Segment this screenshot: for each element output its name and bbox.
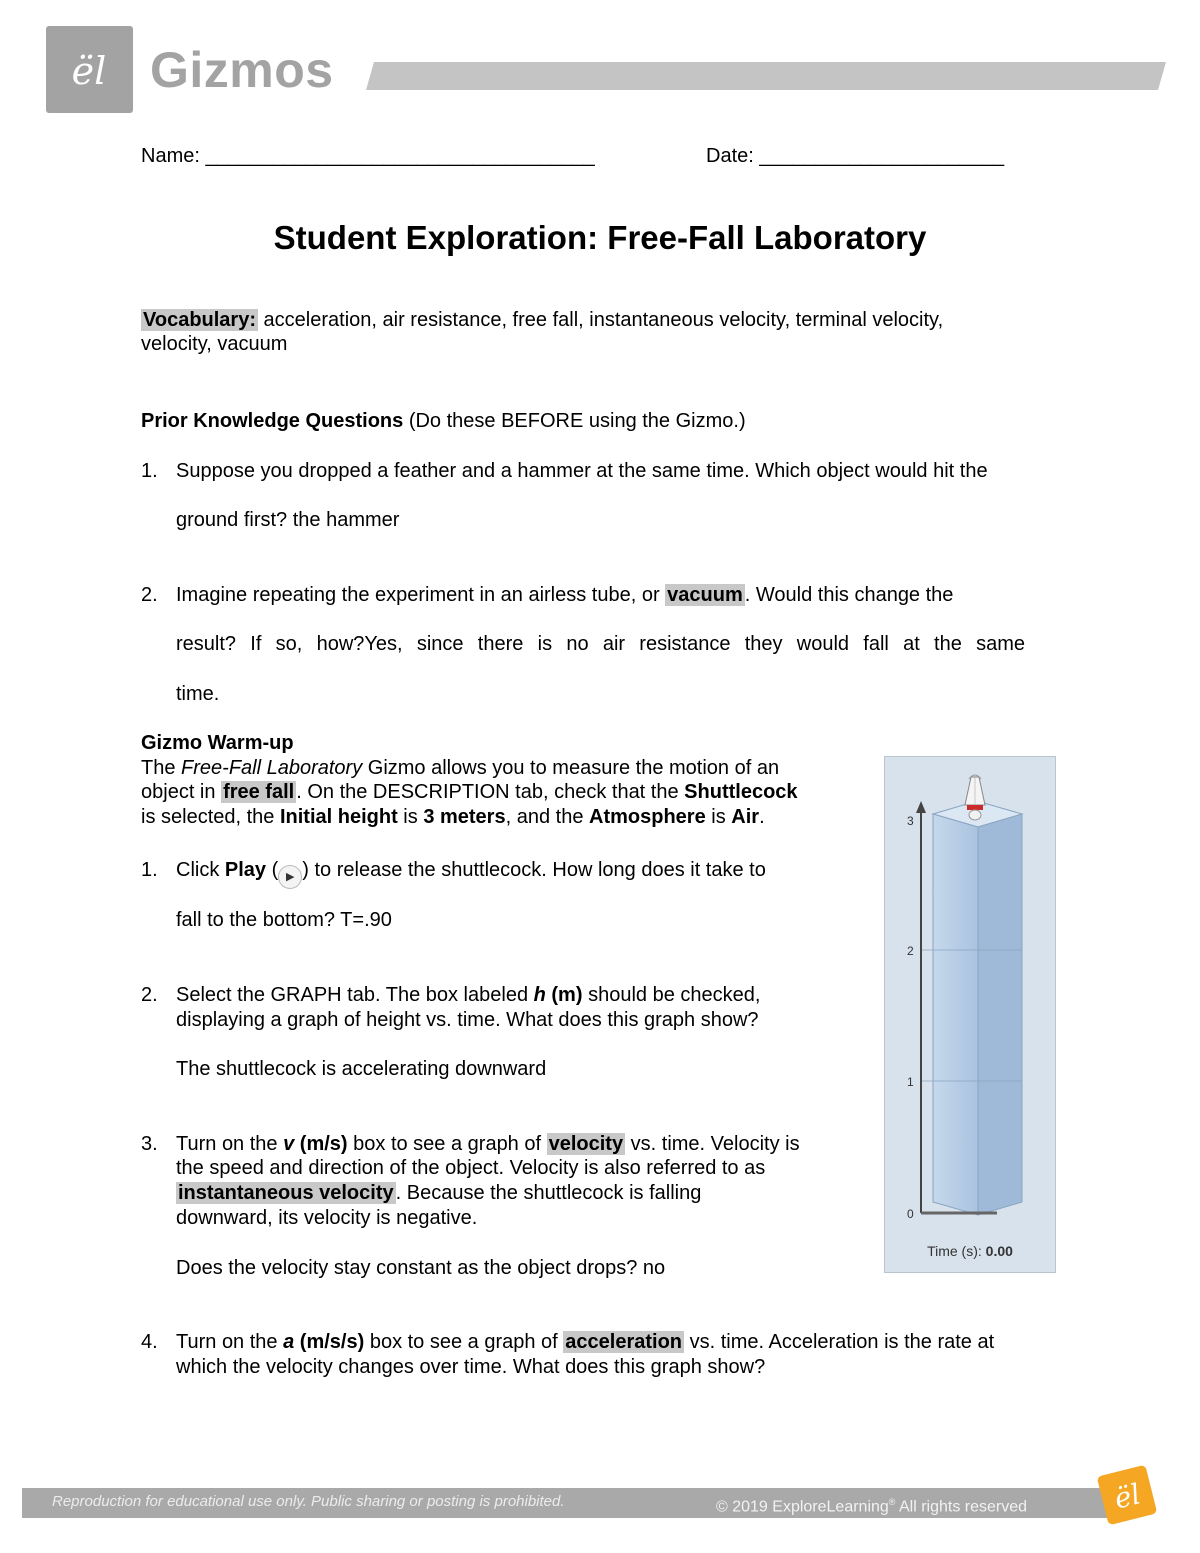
wu-q1-line-1: Click Play ( ▶ ) to release the shuttlecock. How long does it take to xyxy=(176,858,766,889)
pk-q2-line-1: Imagine repeating the experiment in an airless tube, or vacuum . Would this change the xyxy=(176,584,954,606)
page-title: Student Exploration: Free-Fall Laboratory xyxy=(273,219,927,256)
el-logo-icon xyxy=(1094,1462,1160,1528)
footer-copyright: © 2019 ExploreLearning® All rights reserved xyxy=(716,1497,1028,1516)
prior-knowledge-heading: Prior Knowledge Questions (Do these BEFORE using the Gizmo.) xyxy=(141,410,746,432)
pk-q2-line-2[interactable]: result? If so, how?Yes, since there is no air resistance they would fall at the same xyxy=(176,633,1025,655)
wu-q2-line-2: displaying a graph of height vs. time. What does this graph show? xyxy=(176,1009,759,1031)
warmup-intro-3: is selected, the Initial height is 3 meters, and the Atmosphere is Air. xyxy=(141,806,765,828)
warmup-intro-1: The Free-Fall Laboratory Gizmo allows you to measure the motion of an xyxy=(141,757,780,779)
play-icon[interactable]: ▶ xyxy=(278,865,302,889)
wu-q3-line-3: instantaneous velocity . Because the shuttlecock is falling xyxy=(178,1182,702,1204)
name-field[interactable]: Name: ___________________________________ xyxy=(141,145,595,167)
warmup-heading: Gizmo Warm-up xyxy=(141,732,294,754)
wu-q4-line-2: which the velocity changes over time. What does this graph show? xyxy=(176,1356,766,1378)
wu-q2-number: 2. xyxy=(141,984,158,1006)
date-field[interactable]: Date: ______________________ xyxy=(706,145,1005,167)
vocabulary-line-1: Vocabulary: acceleration, air resistance, free fall, instantaneous velocity, terminal velocity, xyxy=(143,309,944,331)
wu-q2-answer[interactable]: The shuttlecock is accelerating downward xyxy=(176,1058,547,1080)
brand-name: Gizmos xyxy=(150,42,334,98)
pk-q1-number: 1. xyxy=(141,460,158,482)
tick-label-1: 1 xyxy=(907,1075,914,1089)
wu-q3-line-2: the speed and direction of the object. Velocity is also referred to as xyxy=(176,1157,766,1179)
tick-label-2: 2 xyxy=(907,944,914,958)
pk-q1-answer[interactable]: the hammer xyxy=(292,509,400,531)
wu-q1-number: 1. xyxy=(141,859,158,881)
header-bar xyxy=(366,60,1166,90)
tick-label-0: 0 xyxy=(907,1207,914,1221)
time-readout: Time (s): 0.00 xyxy=(927,1243,1013,1259)
wu-q3-answer[interactable]: Does the velocity stay constant as the object drops? no xyxy=(176,1257,666,1279)
gizmos-logo xyxy=(46,26,133,113)
gizmo-figure xyxy=(884,756,1056,1273)
wu-q1-line-2[interactable]: fall to the bottom? T=.90 xyxy=(176,909,392,931)
el-logo-icon xyxy=(46,26,133,113)
wu-q3-line-1: Turn on the v (m/s) box to see a graph of velocity vs. time. Velocity is xyxy=(176,1133,800,1155)
vocabulary-line-2: velocity, vacuum xyxy=(141,333,288,355)
warmup-intro-2: object in free fall . On the DESCRIPTION tab, check that the Shuttlecock xyxy=(141,781,798,803)
wu-q3-line-4: downward, its velocity is negative. xyxy=(176,1207,478,1229)
pk-q1-line-2: ground first? the hammer xyxy=(176,509,400,531)
svg-text:ël: ël xyxy=(71,49,107,93)
pk-q2-number: 2. xyxy=(141,584,158,606)
svg-text:ël: ël xyxy=(1110,1477,1144,1516)
wu-q4-line-1: Turn on the a (m/s/s) box to see a graph of acceleration vs. time. Acceleration is the rate at xyxy=(176,1331,995,1353)
drop-tube-diagram xyxy=(885,757,1055,1272)
wu-q3-number: 3. xyxy=(141,1133,158,1155)
pk-q2-line-3[interactable]: time. xyxy=(176,683,220,705)
footer-notice: Reproduction for educational use only. Public sharing or posting is prohibited. xyxy=(52,1493,565,1510)
tick-label-3: 3 xyxy=(907,814,914,828)
wu-q2-line-1: Select the GRAPH tab. The box labeled h (m) should be checked, xyxy=(176,984,761,1006)
wu-q4-number: 4. xyxy=(141,1331,158,1353)
pk-q1-line-1: Suppose you dropped a feather and a hammer at the same time. Which object would hit the xyxy=(176,460,988,482)
